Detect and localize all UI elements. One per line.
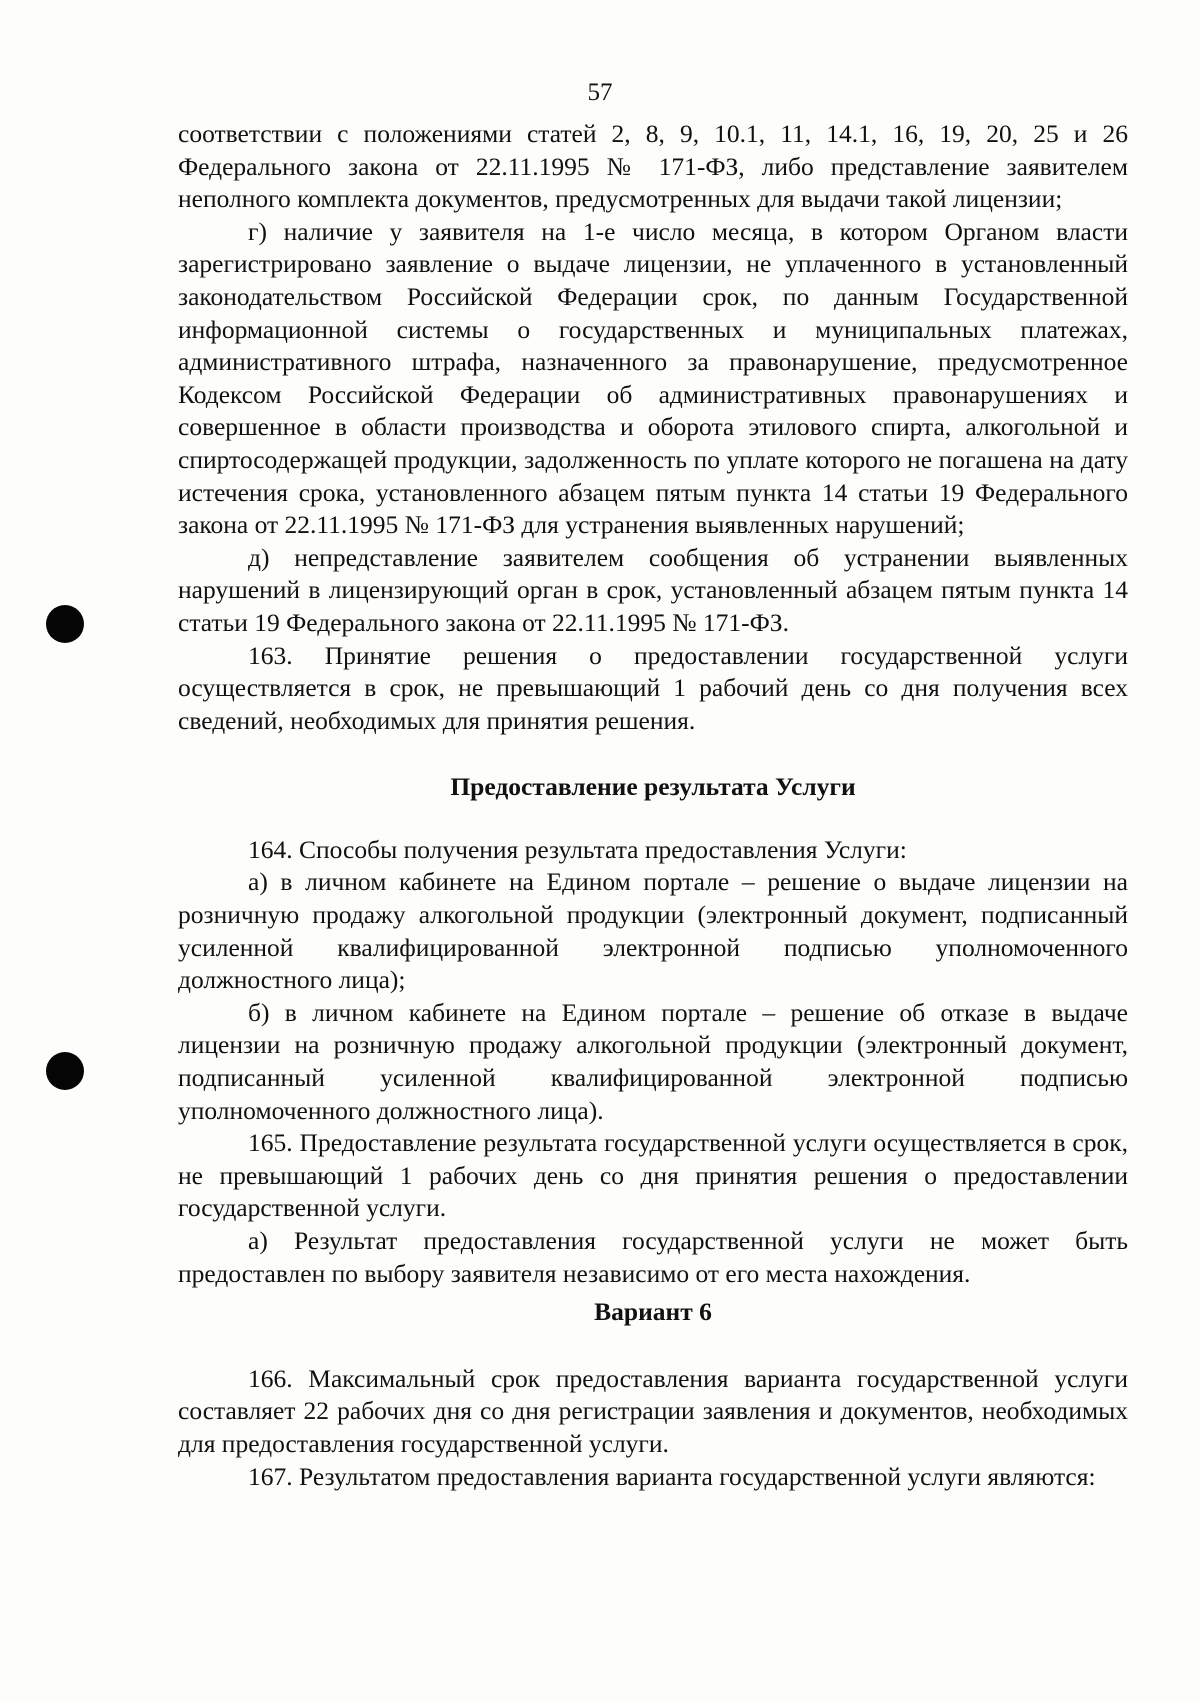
paragraph: соответствии с положениями статей 2, 8, 9, 10.1, 11, 14.1, 16, 19, 20, 25 и 26 Федерального закона от 22.11.1995 № 171-ФЗ, либо представление заявителем неполного комплекта документов, предусмотренных для выдачи такой лицензии; xyxy=(178,119,1128,214)
paragraph: д) непредставление заявителем сообщения об устранении выявленных нарушений в лицензирующий орган в срок, установленный абзацем пятым пункта 14 статьи 19 Федерального закона от 22.11.1995 № 171-ФЗ. xyxy=(178,542,1128,637)
document-body xyxy=(178,118,1128,1493)
paragraph: 165. Предоставление результата государственной услуги осуществляется в срок, не превышающий 1 рабочих день со дня принятия решения о предоставлении государственной услуги. xyxy=(178,1128,1128,1223)
section-middle xyxy=(178,834,1128,1290)
punch-hole-mark xyxy=(46,605,84,643)
paragraph: 163. Принятие решения о предоставлении государственной услуги осуществляется в срок, не превышающий 1 рабочий день со дня получения всех сведений, необходимых для принятия решения. xyxy=(178,640,1128,735)
paragraph: 164. Способы получения результата предоставления Услуги: xyxy=(248,834,907,864)
paragraph: г) наличие у заявителя на 1-е число месяца, в котором Органом власти зарегистрировано заявление о выдаче лицензии, не уплаченного в установленный законодательством Российской Федерации срок, по данным Государственной информационной системы о государственных и муниципальных платежах, административного штрафа, назначенного за правонарушение, предусмотренное Кодексом Российской Федерации об административных правонарушениях и совершенное в области производства и оборота этилового спирта, алкогольной и спиртосодержащей продукции, задолженность по уплате которого не погашена на дату истечения срока, установленного абзацем пятым пункта 14 статьи 19 Федерального закона от 22.11.1995 № 171-ФЗ для устранения выявленных нарушений; xyxy=(178,216,1128,540)
page-number: 57 xyxy=(587,79,613,106)
paragraph: б) в личном кабинете на Едином портале – решение об отказе в выдаче лицензии на розничную продажу алкогольной продукции (электронный документ, подписанный усиленной квалифицированной электронной подписью уполномоченного должностного лица). xyxy=(178,997,1128,1125)
section-bottom xyxy=(178,1363,1128,1493)
paragraph: а) Результат предоставления государственной услуги не может быть предоставлен по выбору заявителя независимо от его места нахождения. xyxy=(178,1226,1128,1288)
paragraph: а) в личном кабинете на Едином портале – решение о выдаче лицензии на розничную продажу алкогольной продукции (электронный документ, подписанный усиленной квалифицированной электронной подписью уполномоченного должностного лица); xyxy=(178,867,1128,995)
section-heading-variant: Вариант 6 xyxy=(594,1297,712,1327)
paragraph: 167. Результатом предоставления варианта государственной услуги являются: xyxy=(248,1461,1096,1491)
section-heading-result: Предоставление результата Услуги xyxy=(450,772,856,802)
section-top xyxy=(178,118,1128,737)
paragraph: 166. Максимальный срок предоставления варианта государственной услуги составляет 22 рабочих дня со дня регистрации заявления и документов, необходимых для предоставления государственной услуги. xyxy=(178,1363,1128,1458)
punch-hole-mark xyxy=(46,1052,84,1090)
